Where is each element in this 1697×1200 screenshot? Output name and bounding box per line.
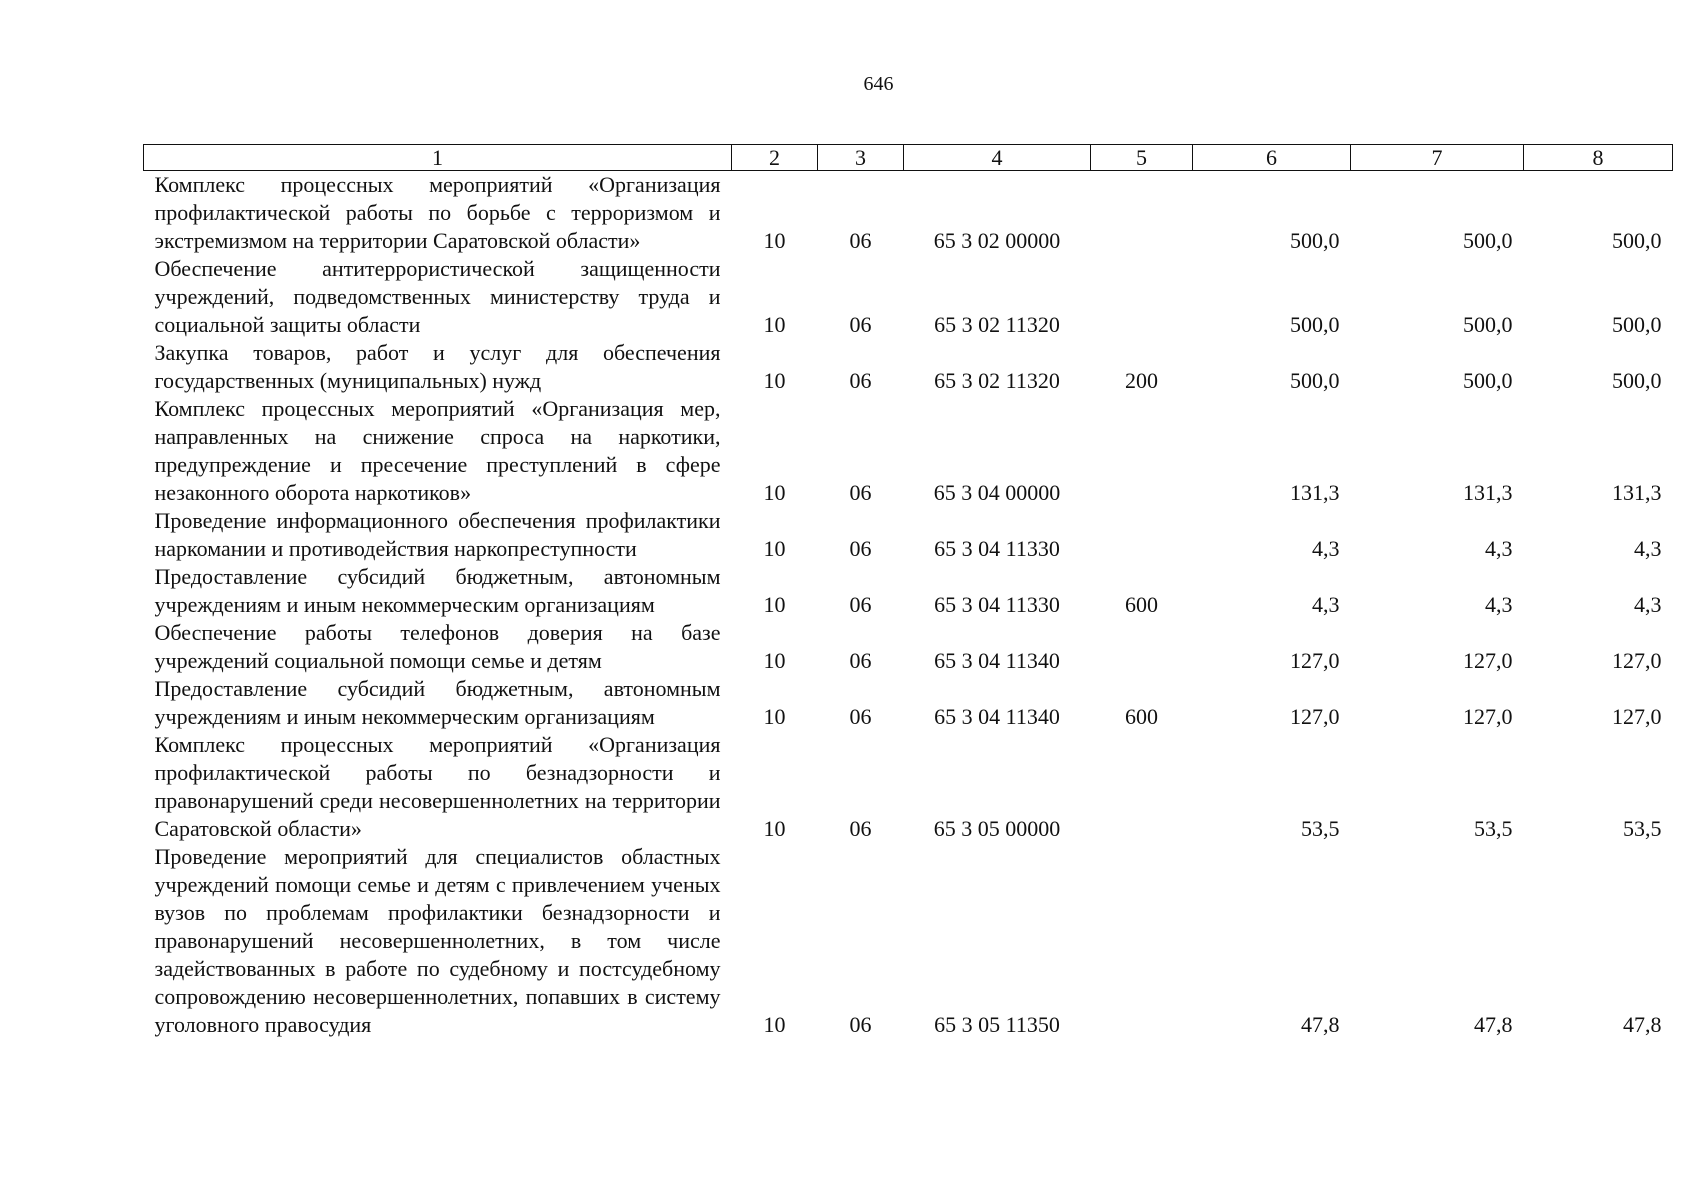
row-description: Обеспечение работы телефонов доверия на базе учреждений социальной помощи семье и детям — [154, 620, 721, 673]
section-code: 10 — [763, 228, 786, 253]
header-cell: 6 — [1193, 145, 1351, 171]
subsection-code: 06 — [849, 704, 872, 729]
table-row — [144, 731, 1673, 843]
amount-col6: 4,3 — [1312, 592, 1340, 617]
budget-table — [143, 144, 1673, 1039]
target-item-code: 65 3 04 11330 — [934, 592, 1060, 617]
header-cell: 1 — [144, 145, 732, 171]
amount-col6: 131,3 — [1290, 480, 1340, 505]
subsection-code: 06 — [849, 592, 872, 617]
amount-col7: 500,0 — [1463, 368, 1513, 393]
amount-col6: 127,0 — [1290, 704, 1340, 729]
target-item-code: 65 3 05 00000 — [933, 816, 1061, 841]
amount-col7: 127,0 — [1463, 704, 1513, 729]
section-code: 10 — [763, 312, 786, 337]
section-code: 10 — [763, 368, 786, 393]
target-item-code: 65 3 04 11340 — [934, 704, 1060, 729]
amount-col6: 500,0 — [1290, 228, 1340, 253]
target-item-code: 65 3 04 00000 — [933, 480, 1061, 505]
header-cell: 7 — [1351, 145, 1524, 171]
table-row — [144, 255, 1673, 339]
row-description: Комплекс процессных мероприятий «Организация профилактической работы по безнадзорности и правонарушений среди несовершеннолетних на территории Саратовской области» — [154, 732, 721, 841]
amount-col8: 500,0 — [1612, 228, 1662, 253]
amount-col6: 4,3 — [1312, 536, 1340, 561]
target-item-code: 65 3 02 11320 — [934, 368, 1060, 393]
amount-col7: 131,3 — [1463, 480, 1513, 505]
header-cell: 2 — [732, 145, 818, 171]
section-code: 10 — [763, 816, 786, 841]
section-code: 10 — [763, 648, 786, 673]
amount-col6: 127,0 — [1290, 648, 1340, 673]
amount-col6: 47,8 — [1301, 1012, 1340, 1037]
table-row — [144, 507, 1673, 563]
amount-col8: 4,3 — [1634, 592, 1662, 617]
amount-col6: 500,0 — [1290, 368, 1340, 393]
table-row — [144, 675, 1673, 731]
subsection-code: 06 — [849, 1012, 872, 1037]
subsection-code: 06 — [849, 816, 872, 841]
table-row — [144, 171, 1673, 256]
amount-col8: 500,0 — [1612, 312, 1662, 337]
amount-col7: 127,0 — [1463, 648, 1513, 673]
table-row — [144, 843, 1673, 1039]
amount-col8: 127,0 — [1612, 648, 1662, 673]
expense-type-code: 600 — [1125, 592, 1158, 617]
section-code: 10 — [763, 480, 786, 505]
expense-type-code — [1091, 843, 1193, 1039]
amount-col7: 500,0 — [1463, 312, 1513, 337]
target-item-code: 65 3 05 11350 — [934, 1012, 1060, 1037]
amount-col7: 500,0 — [1463, 228, 1513, 253]
header-cell: 4 — [904, 145, 1091, 171]
table-row — [144, 339, 1673, 395]
target-item-code: 65 3 04 11340 — [934, 648, 1060, 673]
expense-type-code: 600 — [1125, 704, 1158, 729]
row-description: Проведение мероприятий для специалистов областных учреждений помощи семье и детям с привлечением ученых вузов по проблемам профилактики безнадзорности и правонарушений несовершеннолетних, в том числе задействованных в работе по судебному и постсудебному сопровождению несовершеннолетних, попавших в систему уголовного правосудия — [154, 844, 721, 1037]
header-cell: 3 — [818, 145, 904, 171]
amount-col6: 53,5 — [1301, 816, 1340, 841]
row-description: Обеспечение антитеррористической защищенности учреждений, подведомственных министерству труда и социальной защиты области — [154, 256, 721, 337]
subsection-code: 06 — [849, 228, 872, 253]
expense-type-code — [1091, 731, 1193, 843]
expense-type-code — [1091, 619, 1193, 675]
amount-col8: 127,0 — [1612, 704, 1662, 729]
target-item-code: 65 3 02 00000 — [933, 228, 1061, 253]
amount-col6: 500,0 — [1290, 312, 1340, 337]
row-description: Предоставление субсидий бюджетным, автономным учреждениям и иным некоммерческим организациям — [154, 676, 721, 729]
subsection-code: 06 — [849, 368, 872, 393]
subsection-code: 06 — [849, 648, 872, 673]
section-code: 10 — [763, 592, 786, 617]
row-description: Закупка товаров, работ и услуг для обеспечения государственных (муниципальных) нужд — [154, 340, 721, 393]
subsection-code: 06 — [849, 536, 872, 561]
column-number-header — [144, 145, 1673, 171]
table-row — [144, 563, 1673, 619]
amount-col8: 4,3 — [1634, 536, 1662, 561]
amount-col8: 500,0 — [1612, 368, 1662, 393]
section-code: 10 — [763, 1012, 786, 1037]
header-cell: 5 — [1091, 145, 1193, 171]
row-description: Комплекс процессных мероприятий «Организация профилактической работы по борьбе с терроризмом и экстремизмом на территории Саратовской области» — [154, 172, 721, 253]
expense-type-code — [1091, 507, 1193, 563]
amount-col8: 53,5 — [1623, 816, 1662, 841]
amount-col7: 53,5 — [1474, 816, 1513, 841]
expense-type-code — [1091, 171, 1193, 256]
row-description: Проведение информационного обеспечения профилактики наркомании и противодействия наркопреступности — [154, 508, 721, 561]
expense-type-code — [1091, 395, 1193, 507]
target-item-code: 65 3 04 11330 — [934, 536, 1060, 561]
page-number: 646 — [863, 73, 894, 95]
subsection-code: 06 — [849, 480, 872, 505]
amount-col8: 131,3 — [1612, 480, 1662, 505]
expense-type-code — [1091, 255, 1193, 339]
section-code: 10 — [763, 536, 786, 561]
row-description: Предоставление субсидий бюджетным, автономным учреждениям и иным некоммерческим организациям — [154, 564, 721, 617]
amount-col7: 4,3 — [1485, 536, 1513, 561]
section-code: 10 — [763, 704, 786, 729]
table-row — [144, 619, 1673, 675]
amount-col7: 47,8 — [1474, 1012, 1513, 1037]
amount-col7: 4,3 — [1485, 592, 1513, 617]
header-cell: 8 — [1524, 145, 1673, 171]
target-item-code: 65 3 02 11320 — [934, 312, 1060, 337]
subsection-code: 06 — [849, 312, 872, 337]
row-description: Комплекс процессных мероприятий «Организация мер, направленных на снижение спроса на наркотики, предупреждение и пресечение преступлений в сфере незаконного оборота наркотиков» — [154, 396, 721, 505]
amount-col8: 47,8 — [1623, 1012, 1662, 1037]
expense-type-code: 200 — [1125, 368, 1158, 393]
table-row — [144, 395, 1673, 507]
